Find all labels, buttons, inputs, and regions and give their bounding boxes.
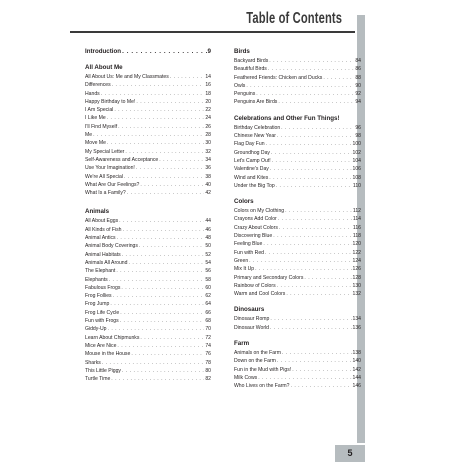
- toc-entry[interactable]: [234, 240, 361, 248]
- entry-title: What Is a Family?: [85, 190, 126, 197]
- toc-entry[interactable]: [234, 265, 361, 273]
- entry-page: 114: [352, 216, 361, 223]
- toc-entry[interactable]: [85, 131, 211, 139]
- toc-entry[interactable]: [85, 81, 211, 89]
- leader-dots: [270, 315, 351, 323]
- entry-title: Groundhog Day: [234, 149, 270, 156]
- leader-dots: [256, 90, 354, 98]
- entry-page: 46: [205, 226, 211, 233]
- entry-page: 122: [352, 249, 361, 256]
- leader-dots: [278, 98, 354, 106]
- toc-entry[interactable]: [85, 139, 211, 147]
- entry-page: 56: [205, 268, 211, 275]
- toc-entry[interactable]: [234, 182, 361, 190]
- entry-page: 66: [205, 309, 211, 316]
- entry-title: Mix It Up: [234, 266, 255, 273]
- entry-title: Chinese New Year: [234, 133, 276, 140]
- leader-dots: [112, 81, 205, 89]
- toc-entry[interactable]: [85, 342, 211, 350]
- entry-page: 136: [352, 324, 361, 331]
- toc-entry[interactable]: [85, 284, 211, 292]
- toc-entry[interactable]: [234, 282, 361, 290]
- page-number: 5: [347, 448, 353, 458]
- entry-title: Discovering Blue: [234, 233, 273, 240]
- right-column: [234, 48, 361, 391]
- leader-dots: [271, 149, 352, 157]
- entry-title: My Special Letter: [85, 148, 125, 155]
- entry-title: Wind and Kites: [234, 174, 269, 181]
- toc-entry[interactable]: [85, 234, 211, 242]
- entry-page: 14: [205, 74, 211, 80]
- leader-dots: [292, 366, 351, 374]
- entry-page: 106: [352, 166, 361, 173]
- section-heading-celebrations-and-other-fun-things: Celebrations and Other Fun Things!: [234, 114, 340, 122]
- toc-entry[interactable]: [85, 259, 211, 267]
- entry-page: 54: [205, 259, 211, 266]
- leader-dots: [268, 65, 354, 73]
- toc-entry[interactable]: [234, 74, 361, 82]
- entry-page: 36: [205, 165, 211, 172]
- entry-page: 102: [352, 149, 361, 156]
- leader-dots: [277, 357, 352, 365]
- leader-dots: [101, 90, 205, 98]
- toc-entry[interactable]: [85, 173, 211, 181]
- leader-dots: [272, 157, 352, 165]
- leader-dots: [255, 265, 351, 273]
- leader-dots: [276, 182, 352, 190]
- leader-dots: [125, 148, 204, 156]
- entry-title: This Little Piggy: [85, 367, 121, 374]
- toc-entry[interactable]: [85, 123, 211, 131]
- leader-dots: [107, 114, 205, 122]
- entry-page: 116: [352, 224, 361, 231]
- entry-page: 18: [205, 90, 211, 97]
- entry-title: Animals All Around: [85, 259, 128, 266]
- leader-dots: [111, 375, 204, 383]
- toc-entry[interactable]: [85, 375, 211, 383]
- entry-title: Birthday Celebration: [234, 124, 281, 131]
- entry-title: Valentine's Day: [234, 166, 269, 173]
- toc-entry[interactable]: [234, 232, 361, 240]
- entry-page: 130: [352, 282, 361, 289]
- toc-entry[interactable]: [234, 257, 361, 265]
- entry-title: We're All Special: [85, 173, 123, 180]
- toc-entry[interactable]: [85, 106, 211, 114]
- entry-page: 44: [205, 218, 211, 225]
- toc-entry[interactable]: [234, 382, 361, 390]
- entry-title: Frog Follies: [85, 293, 112, 300]
- toc-entry[interactable]: [85, 73, 211, 81]
- toc-entry[interactable]: [234, 165, 361, 173]
- entry-title: Feeling Blue: [234, 241, 263, 248]
- leader-dots: [122, 48, 206, 56]
- leader-dots: [120, 309, 204, 317]
- leader-dots: [266, 140, 352, 148]
- leader-dots: [136, 98, 204, 106]
- entry-title: Down on the Farm: [234, 358, 276, 365]
- toc-entry[interactable]: [234, 224, 361, 232]
- section-heading-colors: Colors: [234, 198, 254, 206]
- entry-page: 96: [355, 124, 361, 131]
- toc-entry[interactable]: [85, 334, 211, 342]
- toc-entry[interactable]: [85, 98, 211, 106]
- entry-title: Self-Awareness and Acceptance: [85, 156, 159, 163]
- entry-page: 26: [205, 123, 211, 130]
- toc-entry[interactable]: [234, 65, 361, 73]
- leader-dots: [273, 232, 352, 240]
- entry-title: Happy Birthday to Me!: [85, 98, 136, 105]
- leader-dots: [110, 300, 204, 308]
- entry-page: 118: [352, 233, 361, 240]
- entry-title: Frog Jump: [85, 301, 110, 308]
- entry-page: 104: [352, 157, 361, 164]
- toc-entry[interactable]: [234, 249, 361, 257]
- toc-entry[interactable]: [234, 366, 361, 374]
- leader-dots: [282, 349, 352, 357]
- leader-dots: [270, 324, 351, 332]
- entry-title: All Kinds of Fish: [85, 226, 122, 233]
- entry-page: 48: [205, 235, 211, 242]
- entry-title: Penguins Are Birds: [234, 99, 278, 106]
- entry-page: 50: [205, 243, 211, 250]
- intro-page: 9: [207, 48, 211, 55]
- toc-entry[interactable]: [234, 157, 361, 165]
- toc-entry[interactable]: [85, 164, 211, 172]
- toc-entry[interactable]: [85, 325, 211, 333]
- leader-dots: [107, 139, 204, 147]
- entry-page: 112: [352, 208, 361, 215]
- leader-dots: [291, 382, 352, 390]
- entry-title: Mouse in the House: [85, 351, 131, 358]
- entry-title: Rainbow of Colors: [234, 282, 276, 289]
- left-sections: [85, 64, 211, 383]
- leader-dots: [117, 342, 204, 350]
- entry-title: Dinosaur World: [234, 324, 270, 331]
- leader-dots: [281, 124, 354, 132]
- entry-title: All About Eggs: [85, 218, 119, 225]
- leader-dots: [124, 173, 204, 181]
- entry-page: 100: [352, 141, 361, 148]
- intro-title: Introduction: [85, 48, 122, 55]
- entry-title: Sharks: [85, 359, 101, 366]
- entry-title: Differences: [85, 82, 111, 89]
- entry-page: 30: [205, 140, 211, 147]
- toc-entry[interactable]: [234, 357, 361, 365]
- entry-page: 82: [205, 376, 211, 383]
- entry-page: 34: [205, 156, 211, 163]
- leader-dots: [286, 290, 351, 298]
- toc-entry[interactable]: [85, 156, 211, 164]
- entry-page: 60: [205, 284, 211, 291]
- leader-dots: [120, 317, 205, 325]
- leader-dots: [123, 226, 205, 234]
- leader-dots: [116, 267, 204, 275]
- entry-page: 78: [205, 359, 211, 366]
- entry-title: Who Lives on the Farm?: [234, 383, 290, 390]
- entry-title: I'll Find Myself: [85, 123, 118, 130]
- leader-dots: [118, 123, 204, 131]
- leader-dots: [122, 367, 204, 375]
- entry-page: 42: [205, 190, 211, 197]
- entry-title: What Are Our Feelings?: [85, 181, 140, 188]
- toc-entry[interactable]: [234, 98, 361, 106]
- entry-title: The Elephant: [85, 268, 116, 275]
- entry-title: Under the Big Top: [234, 182, 275, 189]
- toc-entry[interactable]: [85, 189, 211, 197]
- toc-entry[interactable]: [85, 217, 211, 225]
- entry-page: 40: [205, 181, 211, 188]
- entry-page: 32: [205, 148, 211, 155]
- toc-entry[interactable]: [85, 317, 211, 325]
- leader-dots: [140, 334, 204, 342]
- entry-title: Giddy-Up: [85, 326, 107, 333]
- entry-title: Animal Antics: [85, 235, 116, 242]
- entry-page: 108: [352, 174, 361, 181]
- toc-entry[interactable]: [85, 367, 211, 375]
- entry-title: Colors on My Clothing: [234, 208, 285, 215]
- right-sections: [234, 48, 361, 391]
- entry-title: Dinosaur Romp: [234, 316, 270, 323]
- toc-entry[interactable]: [234, 324, 361, 332]
- leader-dots: [131, 350, 204, 358]
- toc-entry[interactable]: [85, 309, 211, 317]
- toc-entry[interactable]: [234, 82, 361, 90]
- entry-page: 70: [205, 326, 211, 333]
- entry-title: Flag Day Fun: [234, 141, 265, 148]
- entry-title: Milk Cows: [234, 374, 258, 381]
- leader-dots: [136, 164, 204, 172]
- entry-page: 94: [355, 99, 361, 106]
- entry-page: 124: [352, 257, 361, 264]
- leader-dots: [304, 274, 351, 282]
- entry-title: Feathered Friends: Chicken and Ducks: [234, 74, 323, 81]
- entry-title: Animal Body Coverings: [85, 243, 138, 250]
- leader-dots: [117, 234, 205, 242]
- toc-entry[interactable]: [234, 274, 361, 282]
- entry-page: 120: [352, 241, 361, 248]
- entry-page: 132: [352, 291, 361, 298]
- entry-title: Fun with Red: [234, 249, 265, 256]
- toc-entry[interactable]: [234, 140, 361, 148]
- toc-entry[interactable]: [234, 290, 361, 298]
- entry-page: 52: [205, 251, 211, 258]
- entry-title: Mice Are Nice: [85, 342, 117, 349]
- toc-entry[interactable]: [234, 207, 361, 215]
- toc-entry[interactable]: [85, 251, 211, 259]
- entry-page: 134: [352, 316, 361, 323]
- toc-entry[interactable]: [85, 267, 211, 275]
- toc-entry[interactable]: [85, 226, 211, 234]
- toc-entry[interactable]: [234, 315, 361, 323]
- toc-entry[interactable]: [85, 114, 211, 122]
- entry-title: Turtle Time: [85, 376, 111, 383]
- entry-page: 20: [205, 98, 211, 105]
- entry-title: All About Us: Me and My Classmates: [85, 74, 169, 80]
- entry-title: Frog Life Cycle: [85, 309, 120, 316]
- section-heading-animals: Animals: [85, 208, 110, 216]
- toc-entry[interactable]: [234, 90, 361, 98]
- entry-title: Fabulous Frogs: [85, 284, 121, 291]
- entry-page: 68: [205, 318, 211, 325]
- entry-page: 24: [205, 115, 211, 122]
- entry-title: Warm and Cool Colors: [234, 291, 286, 298]
- entry-title: Fun in the Mud with Pigs!: [234, 366, 292, 373]
- entry-page: 88: [355, 74, 361, 81]
- section-heading-farm: Farm: [234, 340, 250, 348]
- entry-page: 144: [352, 374, 361, 381]
- entry-title: Backyard Birds: [234, 58, 269, 64]
- leader-dots: [122, 251, 205, 259]
- leader-dots: [265, 249, 351, 257]
- leader-dots: [113, 292, 205, 300]
- entry-title: Let's Camp Out!: [234, 157, 271, 164]
- toc-entry[interactable]: [85, 292, 211, 300]
- leader-dots: [139, 242, 204, 250]
- leader-dots: [285, 207, 352, 215]
- entry-title: Owls: [234, 82, 246, 89]
- entry-page: 90: [355, 82, 361, 89]
- leader-dots: [140, 181, 204, 189]
- toc-entry[interactable]: [85, 350, 211, 358]
- leader-dots: [127, 189, 205, 197]
- entry-title: I Like Me: [85, 115, 106, 122]
- toc-entry[interactable]: [234, 132, 361, 140]
- entry-title: Use Your Imagination!: [85, 165, 135, 172]
- entry-title: Crayons Add Color: [234, 216, 277, 223]
- entry-title: Green: [234, 257, 249, 264]
- entry-title: Primary and Secondary Colors: [234, 274, 304, 281]
- leader-dots: [114, 106, 204, 114]
- toc-entry[interactable]: [85, 300, 211, 308]
- entry-page: 38: [205, 173, 211, 180]
- entry-page: 28: [205, 132, 211, 139]
- entry-title: Animal Habitats: [85, 251, 121, 258]
- toc-entry[interactable]: [234, 374, 361, 382]
- left-column: [85, 48, 211, 383]
- leader-dots: [277, 132, 354, 140]
- toc-entry[interactable]: [85, 276, 211, 284]
- entry-page: 80: [205, 367, 211, 374]
- entry-page: 58: [205, 276, 211, 283]
- leader-dots: [263, 240, 351, 248]
- leader-dots: [277, 282, 352, 290]
- entry-title: Move Me: [85, 140, 106, 147]
- leader-dots: [269, 174, 351, 182]
- entry-title: Fun with Frogs: [85, 318, 119, 325]
- leader-dots: [109, 276, 205, 284]
- entry-page: 142: [352, 366, 361, 373]
- toc-entry[interactable]: [85, 148, 211, 156]
- leader-dots: [102, 359, 204, 367]
- page-title: Table of Contents: [246, 10, 342, 27]
- entry-title: Me: [85, 132, 93, 139]
- entry-page: 62: [205, 293, 211, 300]
- entry-title: Crazy About Colors: [234, 224, 278, 231]
- entry-page: 140: [352, 358, 361, 365]
- leader-dots: [269, 57, 354, 65]
- leader-dots: [258, 374, 351, 382]
- entry-title: I Am Special: [85, 107, 114, 114]
- entry-title: Elephants: [85, 276, 108, 283]
- intro-entry[interactable]: [85, 48, 211, 56]
- entry-page: 22: [205, 107, 211, 114]
- toc-entry[interactable]: [85, 359, 211, 367]
- toc-entry[interactable]: [234, 57, 361, 65]
- title-rule: [70, 31, 355, 33]
- leader-dots: [278, 215, 352, 223]
- leader-dots: [119, 217, 204, 225]
- entry-title: Penguins: [234, 91, 256, 98]
- section-heading-dinosaurs: Dinosaurs: [234, 306, 265, 314]
- toc-entry[interactable]: [85, 90, 211, 98]
- leader-dots: [270, 165, 352, 173]
- entry-page: 110: [352, 182, 361, 189]
- leader-dots: [246, 82, 354, 90]
- toc-entry[interactable]: [234, 149, 361, 157]
- entry-page: 126: [352, 266, 361, 273]
- entry-page: 146: [352, 383, 361, 390]
- leader-dots: [279, 224, 352, 232]
- leader-dots: [170, 73, 205, 81]
- toc-entry[interactable]: [234, 124, 361, 132]
- entry-page: 84: [355, 58, 361, 64]
- leader-dots: [128, 259, 204, 267]
- section-heading-birds: Birds: [234, 48, 250, 55]
- leader-dots: [93, 131, 204, 139]
- toc-entry[interactable]: [85, 181, 211, 189]
- entry-page: 76: [205, 351, 211, 358]
- entry-page: 16: [205, 82, 211, 89]
- toc-entry[interactable]: [85, 242, 211, 250]
- section-heading-all-about-me: All About Me: [85, 64, 123, 71]
- entry-page: 138: [352, 350, 361, 357]
- entry-page: 64: [205, 301, 211, 308]
- leader-dots: [249, 257, 351, 265]
- entry-page: 86: [355, 66, 361, 73]
- toc-entry[interactable]: [234, 215, 361, 223]
- entry-title: Learn About Chipmunks: [85, 334, 140, 341]
- leader-dots: [108, 325, 205, 333]
- entry-page: 128: [352, 274, 361, 281]
- leader-dots: [323, 74, 354, 82]
- entry-title: Beautiful Birds: [234, 66, 267, 73]
- entry-page: 74: [205, 342, 211, 349]
- leader-dots: [159, 156, 204, 164]
- toc-entry[interactable]: [234, 174, 361, 182]
- entry-title: Animals on the Farm: [234, 350, 281, 357]
- entry-title: Hands: [85, 90, 100, 97]
- leader-dots: [121, 284, 204, 292]
- toc-entry[interactable]: [234, 349, 361, 357]
- entry-page: 72: [205, 334, 211, 341]
- entry-page: 92: [355, 91, 361, 98]
- entry-page: 98: [355, 133, 361, 140]
